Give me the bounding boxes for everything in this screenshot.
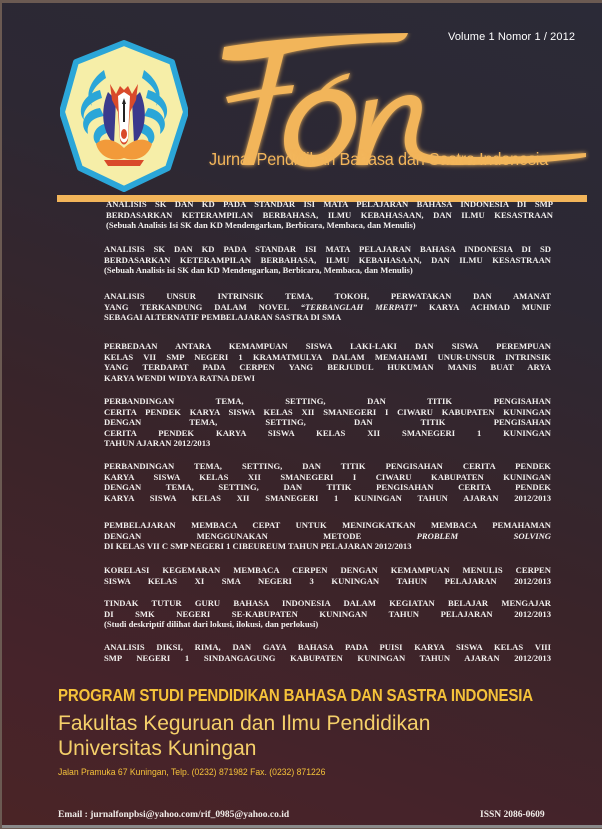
article-line: BERDASARKAN KETERAMPILAN BERBAHASA, ILMU KEBAHASAAN, DAN ILMU KESASTRAAN — [104, 254, 551, 265]
issn-number: ISSN 2086-0609 — [480, 810, 545, 820]
article-line: PEMBELAJARAN MEMBACA CEPAT UNTUK MENINGKATKAN MEMBACA PEMAHAMAN — [104, 520, 551, 530]
article-line: TINDAK TUTUR GURU BAHASA INDONESIA DALAM KEGIATAN BELAJAR MENGAJAR — [104, 598, 551, 608]
article-line: KARYA SISWA KELAS XII SMANEGERI I CIWARU KABUPATEN KUNINGAN — [104, 471, 551, 482]
article-line: YANG TERDAPAT PADA CERPEN YANG BERJUDUL HUKUMAN MANIS BUAT ARYA — [104, 362, 551, 373]
article-item — [104, 291, 551, 323]
article-item — [104, 520, 551, 552]
program-name: PROGRAM STUDI PENDIDIKAN BAHASA DAN SASTRA INDONESIA — [58, 685, 533, 705]
article-line: DENGAN TEMA, SETTING, DAN TITIK PENGISAHAN — [104, 417, 551, 428]
article-item — [104, 461, 551, 503]
article-line: DENGAN TEMA, SETTING, DAN TITIK PENGISAHAN CERITA PENDEK — [104, 482, 551, 493]
method-title: PROBLEM SOLVING — [416, 530, 551, 541]
article-line: SMP NEGERI 1 SINDANGAGUNG KABUPATEN KUNINGAN TAHUN AJARAN 2012/2013 — [104, 652, 551, 663]
article-line: DI SMK NEGERI SE-KABUPATEN KUNINGAN TAHUN PELAJARAN 2012/2013 — [104, 608, 551, 619]
article-line: SEBAGAI ALTERNATIF PEMBELAJARAN SASTRA DI SMA — [104, 312, 342, 323]
article-line: PERBANDINGAN TEMA, SETTING, DAN TITIK PENGISAHAN CERITA PENDEK — [104, 461, 551, 471]
article-item — [104, 565, 551, 586]
article-item — [104, 642, 551, 663]
article-line: ANALISIS SK DAN KD PADA STANDAR ISI MATA PELAJARAN BAHASA INDONESIA DI SMP — [106, 199, 553, 209]
article-item — [106, 199, 553, 231]
volume-number: Volume 1 Nomor 1 / 2012 — [448, 31, 576, 43]
article-line-part: DENGAN MENGGUNAKAN METODE — [104, 530, 362, 541]
university-name: Universitas Kuningan — [58, 737, 257, 760]
article-line: BERDASARKAN KETERAMPILAN BERBAHASA, ILMU KEBAHASAAN, DAN ILMU KESASTRAAN — [106, 209, 553, 220]
article-line: CERITA PENDEK KARYA SISWA KELAS XII SMANEGERI 1 KUNINGAN — [104, 427, 551, 438]
journal-cover — [2, 3, 602, 828]
email-contact: Email : jurnalfonpbsi@yahoo.com/rif_0985@yahoo.co.id — [58, 810, 290, 820]
article-line: ANALISIS UNSUR INTRINSIK TEMA, TOKOH, PERWATAKAN DAN AMANAT — [104, 291, 551, 301]
article-line: ANALISIS SK DAN KD PADA STANDAR ISI MATA PELAJARAN BAHASA INDONESIA DI SD — [104, 244, 551, 254]
journal-subtitle: Jurnal Pendidikan Bahasa dan Sastra Indonesia — [209, 149, 549, 169]
article-line: KARYA SISWA KELAS XII SMANEGERI 1 KUNINGAN TAHUN AJARAN 2012/2013 — [104, 492, 551, 503]
article-line — [104, 531, 551, 542]
article-line: PERBANDINGAN TEMA, SETTING, DAN TITIK PENGISAHAN — [104, 396, 551, 406]
address: Jalan Pramuka 67 Kuningan, Telp. (0232) 871982 Fax. (0232) 871226 — [58, 766, 326, 777]
article-line — [104, 302, 551, 313]
article-line: KELAS VII SMP NEGERI 1 KRAMATMULYA DALAM MEMAHAMI UNUR-UNSUR INTRINSIK — [104, 351, 551, 362]
article-line: CERITA PENDEK KARYA SISWA KELAS XII SMANEGERI I CIWARU KABUPATEN KUNINGAN — [104, 406, 551, 417]
article-line: KARYA WENDI WIDYA RATNA DEWI — [104, 372, 255, 383]
faculty-name: Fakultas Keguruan dan Ilmu Pendidikan — [58, 712, 431, 735]
article-subtitle: (Sebuah Analisis isi SK dan KD Mendengarkan, Berbicara, Membaca, dan Menulis) — [104, 265, 413, 276]
article-line: DI KELAS VII C SMP NEGERI 1 CIBEUREUM TAHUN PELAJARAN 2012/2013 — [104, 541, 412, 552]
novel-title: “TERBANGLAH MERPATI” — [300, 301, 418, 312]
university-logo-icon — [60, 40, 188, 192]
article-line-part: KARYA ACHMAD MUNIF — [428, 301, 551, 312]
article-subtitle: (Studi deskriptif dilihat dari lokusi, ilokusi, dan perlokusi) — [104, 619, 319, 630]
article-line-part: YANG TERKANDUNG DALAM NOVEL — [104, 301, 289, 312]
article-line: TAHUN AJARAN 2012/2013 — [104, 438, 211, 449]
article-line: PERBEDAAN ANTARA KEMAMPUAN SISWA LAKI-LAKI DAN SISWA PEREMPUAN — [104, 341, 551, 351]
article-item — [104, 598, 551, 630]
article-item — [104, 341, 551, 383]
article-item — [104, 244, 551, 276]
article-subtitle: (Sebuah Analisis Isi SK dan KD Mendengarkan, Berbicara, Membaca, dan Menulis) — [106, 220, 416, 231]
article-line: SISWA KELAS XI SMA NEGERI 3 KUNINGAN TAHUN PELAJARAN 2012/2013 — [104, 575, 551, 586]
article-line: KORELASI KEGEMARAN MEMBACA CERPEN DENGAN KEMAMPUAN MENULIS CERPEN — [104, 565, 551, 575]
article-line: ANALISIS DIKSI, RIMA, DAN GAYA BAHASA PADA PUISI KARYA SISWA KELAS VIII — [104, 642, 551, 652]
article-item — [104, 396, 551, 449]
